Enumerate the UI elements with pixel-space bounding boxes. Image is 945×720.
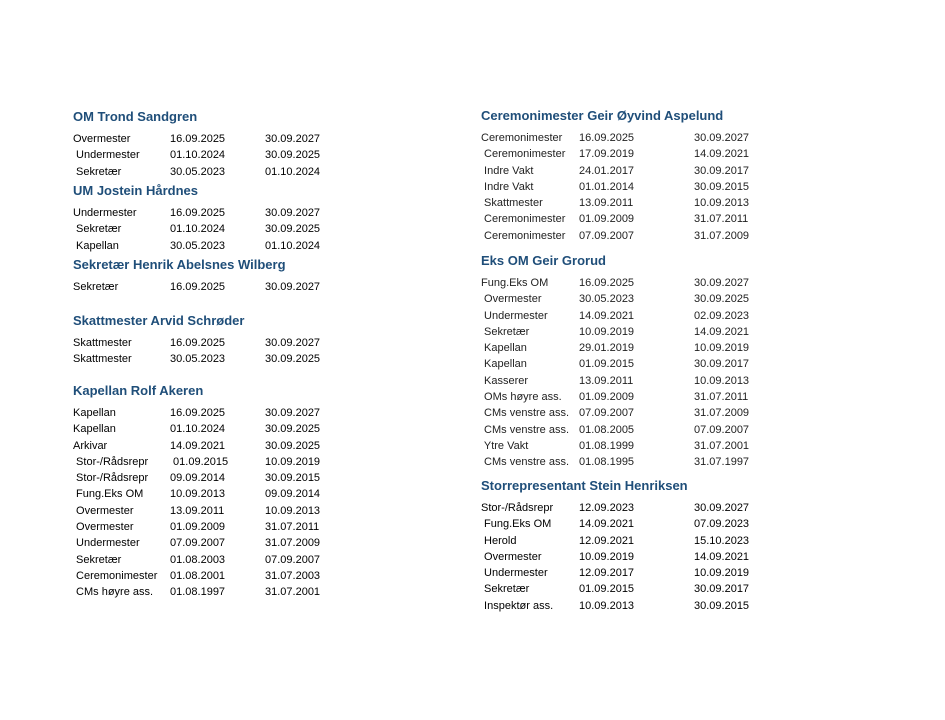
end-date-cell: 30.09.2025 [265,149,321,162]
end-date-cell: 31.07.2011 [694,213,749,226]
end-date-cell: 15.10.2023 [694,534,750,547]
end-date-cell: 31.07.2003 [265,569,321,582]
table-row [481,163,774,179]
end-date-cell: 07.09.2007 [265,553,321,566]
table-row [73,147,345,163]
table-row [481,405,774,421]
role-cell: Fung.Eks OM [73,488,144,501]
role-cell: Sekretær [73,553,122,566]
end-date-cell: 30.09.2025 [265,423,321,436]
role-cell: CMs høyre ass. [73,586,154,599]
role-cell: Sekretær [73,281,119,293]
role-table [481,130,774,244]
section-title: OM Trond Sandgren [73,109,198,124]
end-date-cell: 30.09.2025 [265,223,321,236]
start-date-cell: 13.09.2011 [579,197,634,210]
section [73,109,473,180]
role-cell: Undermester [481,309,548,322]
section [73,313,473,368]
section-title: Skattmester Arvid Schrøder [73,313,245,328]
end-date-cell: 10.09.2013 [694,374,750,387]
role-cell: Overmester [73,504,134,517]
role-cell: Fung.Eks OM [481,518,552,531]
table-row [481,422,774,438]
start-date-cell: 14.09.2021 [579,309,635,322]
end-date-cell: 31.07.2001 [265,586,321,599]
table-row [73,131,345,147]
role-cell: Kapellan [481,342,527,355]
end-date-cell: 30.09.2027 [265,407,321,419]
section [73,257,473,295]
start-date-cell: 07.09.2007 [170,537,226,550]
table-row [481,549,774,565]
section [73,383,473,601]
role-cell: Overmester [481,550,542,563]
start-date-cell: 16.09.2025 [579,132,635,144]
role-cell: Ceremonimester [481,213,566,226]
role-cell: Stor-/Rådsrepr [73,455,149,468]
role-cell: OMs høyre ass. [481,391,562,404]
role-cell: Undermester [73,207,137,219]
role-cell: Ceremonimester [481,132,563,144]
role-cell: Indre Vakt [481,180,534,193]
start-date-cell: 01.10.2024 [170,149,226,162]
start-date-cell: 01.10.2024 [170,423,226,436]
role-cell: Kapellan [481,358,527,371]
table-row [481,340,774,356]
end-date-cell: 10.09.2013 [265,504,321,517]
start-date-cell: 30.05.2023 [170,353,226,366]
start-date-cell: 01.09.2015 [170,455,229,468]
role-cell: Sekretær [73,223,122,236]
table-row [481,179,774,195]
end-date-cell: 30.09.2017 [694,358,750,371]
table-row [73,221,345,237]
table-row [481,324,774,340]
start-date-cell: 30.05.2023 [579,293,635,306]
table-row [481,308,774,324]
table-row [481,454,774,470]
role-table [481,500,774,614]
section-title: Ceremonimester Geir Øyvind Aspelund [481,108,724,123]
end-date-cell: 31.07.2009 [265,537,321,550]
table-row [73,519,345,535]
table-row [481,438,774,454]
table-row [481,356,774,372]
start-date-cell: 09.09.2014 [170,472,226,485]
start-date-cell: 30.05.2023 [170,239,226,252]
end-date-cell: 14.09.2021 [694,550,750,563]
end-date-cell: 30.09.2017 [694,164,750,177]
table-row [73,438,345,454]
role-table [481,275,774,471]
role-cell: Kapellan [73,407,116,419]
table-row [481,130,774,146]
role-cell: Herold [481,534,517,547]
role-cell: Indre Vakt [481,164,534,177]
table-row [73,454,345,470]
role-table [73,279,345,295]
role-cell: Kasserer [481,374,529,387]
table-row [73,486,345,502]
role-cell: Undermester [73,537,140,550]
table-row [73,421,345,437]
end-date-cell: 01.10.2024 [265,165,321,178]
role-cell: Ceremonimester [481,229,566,242]
end-date-cell: 30.09.2025 [694,293,750,306]
start-date-cell: 01.09.2009 [170,521,226,534]
start-date-cell: 01.08.1999 [579,439,635,452]
role-cell: Ceremonimester [481,148,566,161]
section [481,478,921,614]
table-row [481,195,774,211]
role-cell: Sekretær [481,583,530,596]
start-date-cell: 24.01.2017 [579,164,635,177]
role-cell: Skattmester [73,337,132,349]
role-cell: Skattmester [481,197,543,210]
end-date-cell: 30.09.2025 [265,353,321,366]
table-row [73,552,345,568]
table-row [73,405,345,421]
start-date-cell: 13.09.2011 [579,374,634,387]
start-date-cell: 16.09.2025 [579,277,635,289]
role-cell: Stor-/Rådsrepr [73,472,149,485]
start-date-cell: 01.10.2024 [170,223,226,236]
table-row [73,164,345,180]
role-cell: Skattmester [73,353,132,366]
end-date-cell: 30.09.2027 [265,337,321,349]
end-date-cell: 14.09.2021 [694,325,750,338]
end-date-cell: 07.09.2023 [694,518,750,531]
role-cell: Kapellan [73,239,119,252]
table-row [73,351,345,367]
start-date-cell: 16.09.2025 [170,337,226,349]
end-date-cell: 09.09.2014 [265,488,321,501]
end-date-cell: 31.07.2011 [265,521,320,534]
role-cell: CMs venstre ass. [481,407,570,420]
section-title: UM Jostein Hårdnes [73,183,198,198]
start-date-cell: 16.09.2025 [170,407,226,419]
start-date-cell: 01.08.2003 [170,553,226,566]
table-row [73,503,345,519]
table-row [481,598,774,614]
end-date-cell: 01.10.2024 [265,239,321,252]
table-row [73,335,345,351]
start-date-cell: 16.09.2025 [170,133,226,145]
end-date-cell: 10.09.2019 [265,455,321,468]
table-row [481,516,774,532]
end-date-cell: 14.09.2021 [694,148,750,161]
role-cell: Sekretær [73,165,122,178]
end-date-cell: 31.07.2001 [694,439,750,452]
start-date-cell: 16.09.2025 [170,281,226,293]
end-date-cell: 31.07.1997 [694,456,750,469]
start-date-cell: 07.09.2007 [579,229,635,242]
start-date-cell: 07.09.2007 [579,407,635,420]
end-date-cell: 30.09.2015 [694,599,750,612]
start-date-cell: 16.09.2025 [170,207,226,219]
table-row [481,291,774,307]
start-date-cell: 01.08.1997 [170,586,226,599]
start-date-cell: 29.01.2019 [579,342,635,355]
end-date-cell: 30.09.2027 [265,281,321,293]
role-cell: Undermester [73,149,140,162]
table-row [481,275,774,291]
table-row [481,565,774,581]
end-date-cell: 02.09.2023 [694,309,750,322]
end-date-cell: 30.09.2027 [694,502,750,514]
table-row [481,500,774,516]
table-row [73,535,345,551]
role-cell: Overmester [73,521,134,534]
section [481,108,921,244]
start-date-cell: 13.09.2011 [170,504,225,517]
start-date-cell: 30.05.2023 [170,165,226,178]
end-date-cell: 30.09.2027 [694,132,750,144]
end-date-cell: 31.07.2011 [694,391,749,404]
role-table [73,405,345,601]
role-table [73,335,345,368]
role-cell: CMs venstre ass. [481,423,570,436]
end-date-cell: 30.09.2027 [265,133,321,145]
start-date-cell: 01.08.2001 [170,569,226,582]
table-row [73,279,345,295]
table-row [481,228,774,244]
role-cell: Sekretær [481,325,530,338]
table-row [73,584,345,600]
section [73,183,473,254]
role-cell: Undermester [481,567,548,580]
section-title: Kapellan Rolf Akeren [73,383,204,398]
section-title: Eks OM Geir Grorud [481,253,606,268]
start-date-cell: 14.09.2021 [170,439,226,452]
start-date-cell: 10.09.2013 [170,488,226,501]
end-date-cell: 10.09.2013 [694,197,750,210]
end-date-cell: 07.09.2007 [694,423,750,436]
role-cell: Fung.Eks OM [481,277,549,289]
end-date-cell: 30.09.2017 [694,583,750,596]
table-row [73,568,345,584]
role-cell: Overmester [73,133,131,145]
start-date-cell: 10.09.2013 [579,599,635,612]
start-date-cell: 01.09.2015 [579,583,635,596]
start-date-cell: 12.09.2021 [579,534,635,547]
end-date-cell: 30.09.2015 [265,472,321,485]
role-cell: Arkivar [73,439,108,452]
role-table [73,205,345,254]
role-cell: Overmester [481,293,542,306]
table-row [481,581,774,597]
start-date-cell: 01.01.2014 [579,180,635,193]
start-date-cell: 12.09.2023 [579,502,635,514]
role-table [73,131,345,180]
table-row [73,238,345,254]
start-date-cell: 17.09.2019 [579,148,635,161]
role-cell: CMs venstre ass. [481,456,570,469]
table-row [481,373,774,389]
end-date-cell: 30.09.2027 [694,277,750,289]
start-date-cell: 10.09.2019 [579,325,635,338]
section-title: Storrepresentant Stein Henriksen [481,478,688,493]
table-row [481,146,774,162]
table-row [481,211,774,227]
end-date-cell: 31.07.2009 [694,407,750,420]
role-cell: Ceremonimester [73,569,158,582]
table-row [481,533,774,549]
table-row [481,389,774,405]
role-cell: Kapellan [73,423,116,436]
table-row [73,205,345,221]
end-date-cell: 10.09.2019 [694,567,750,580]
end-date-cell: 30.09.2015 [694,180,750,193]
start-date-cell: 10.09.2019 [579,550,635,563]
role-cell: Stor-/Rådsrepr [481,502,554,514]
start-date-cell: 12.09.2017 [579,567,635,580]
end-date-cell: 30.09.2027 [265,207,321,219]
table-row [73,470,345,486]
start-date-cell: 01.08.1995 [579,456,635,469]
start-date-cell: 01.09.2015 [579,358,635,371]
start-date-cell: 01.09.2009 [579,213,635,226]
start-date-cell: 01.09.2009 [579,391,635,404]
start-date-cell: 01.08.2005 [579,423,635,436]
end-date-cell: 10.09.2019 [694,342,750,355]
section-title: Sekretær Henrik Abelsnes Wilberg [73,257,286,272]
start-date-cell: 14.09.2021 [579,518,635,531]
end-date-cell: 30.09.2025 [265,439,321,452]
role-cell: Inspektør ass. [481,599,554,612]
section [481,253,921,471]
end-date-cell: 31.07.2009 [694,229,750,242]
role-cell: Ytre Vakt [481,439,529,452]
